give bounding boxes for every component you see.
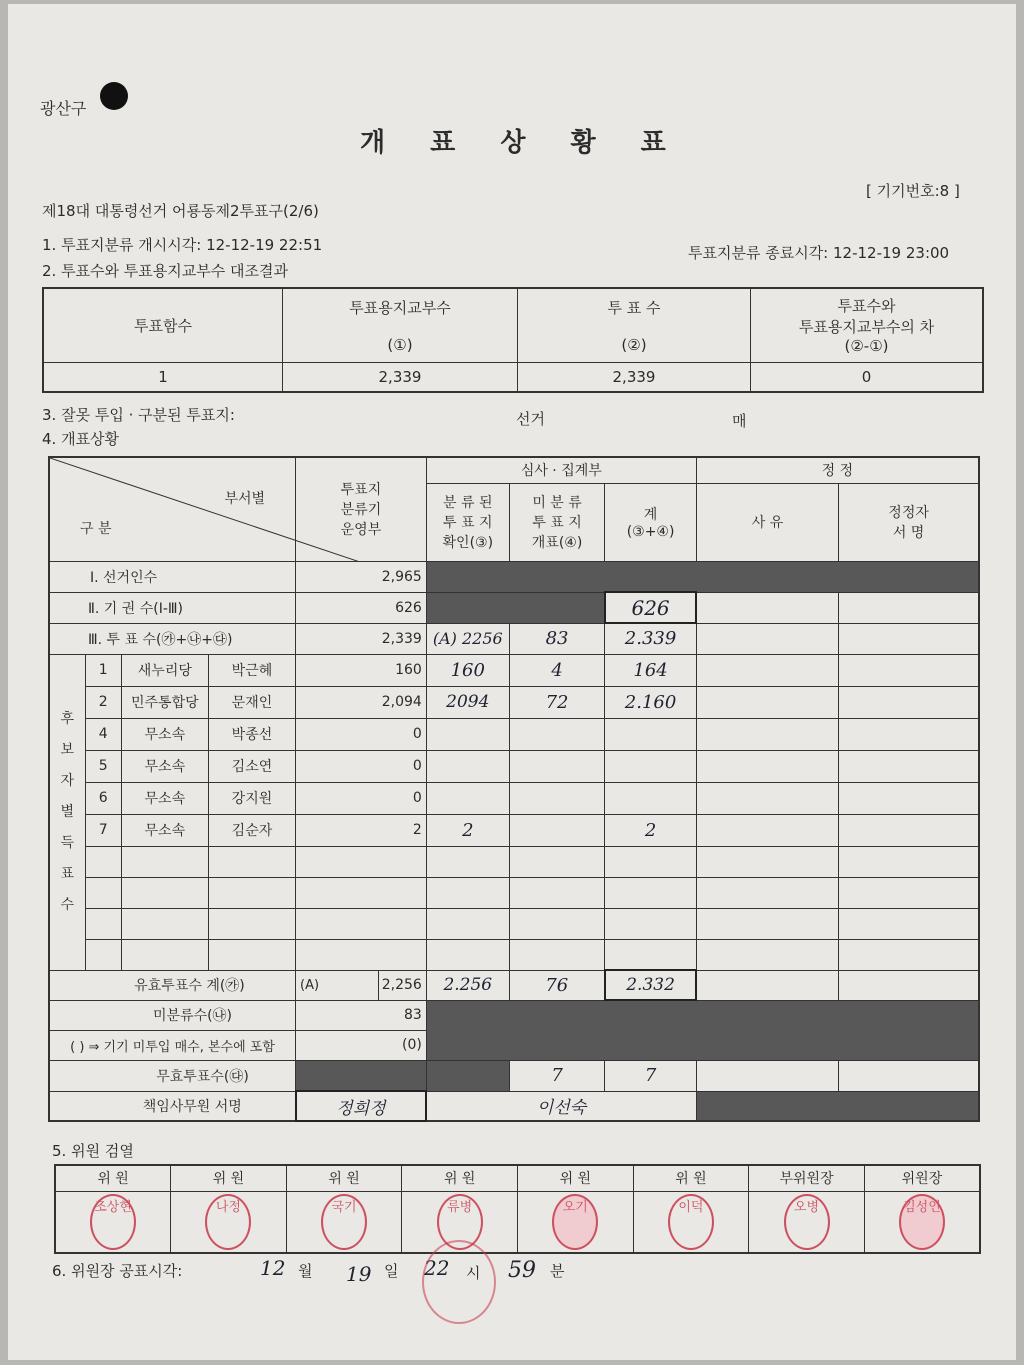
candidate-votes: 2 — [296, 814, 427, 846]
val-unclassified: 83 — [296, 1000, 427, 1030]
day-unit: 일 — [384, 1262, 399, 1280]
counting-table — [48, 456, 980, 1122]
hand-unclassified: 72 — [509, 686, 605, 718]
candidate-no: 7 — [85, 814, 121, 846]
candidate-no: 2 — [85, 686, 121, 718]
committee-stamp-cell — [633, 1191, 749, 1253]
chair-seal-stamp — [422, 1240, 496, 1324]
hand-valid-unclassified: 76 — [509, 970, 605, 1000]
seal-stamp: 오기 — [552, 1194, 598, 1250]
committee-role: 위 원 — [633, 1165, 749, 1191]
val-abstention: 626 — [296, 592, 427, 623]
section2-title: 2. 투표수와 투표용지교부수 대조결과 — [42, 262, 288, 280]
seal-stamp: 김성인 — [899, 1194, 945, 1250]
tally-sheet — [8, 4, 1016, 1360]
candidate-votes: 2,094 — [296, 686, 427, 718]
col-issued: 투표용지교부수 (①) — [283, 288, 518, 362]
row-unclassified: 미분류수(㉯) — [49, 1000, 296, 1030]
val-ballot-boxes: 1 — [43, 362, 283, 392]
minute-unit: 분 — [550, 1262, 565, 1280]
hand-votes-sum: 2.339 — [605, 623, 696, 654]
header-sum: 계 (③+④) — [605, 483, 696, 561]
page-title: 개 표 상 황 표 — [360, 128, 684, 158]
section6-label: 6. 위원장 공표시각: — [52, 1262, 183, 1280]
valid-votes-prefix: (A) — [296, 970, 379, 1000]
header-review: 심사 · 집계부 — [426, 457, 696, 483]
committee-role: 위 원 — [518, 1165, 634, 1191]
section3-election: 선거 — [516, 410, 545, 428]
start-time: 1. 투표지분류 개시시각: 12-12-19 22:51 — [42, 236, 323, 254]
hand-classified: 2094 — [426, 686, 509, 718]
candidate-name: 김순자 — [208, 814, 295, 846]
candidate-name: 박근혜 — [208, 654, 295, 686]
committee-role: 위 원 — [402, 1165, 518, 1191]
candidate-votes: 0 — [296, 750, 427, 782]
col-votes: 투 표 수 (②) — [518, 288, 751, 362]
row-valid-votes: 유효투표수 계(㉮) — [49, 970, 296, 1000]
hour-unit: 시 — [466, 1264, 481, 1282]
header-unclassified: 미 분 류 투 표 지 개표(④) — [509, 483, 605, 561]
candidate-name: 강지원 — [208, 782, 295, 814]
committee-stamp-cell — [171, 1191, 287, 1253]
hand-invalid-unclassified: 7 — [509, 1060, 605, 1091]
seal-stamp: 국기 — [321, 1194, 367, 1250]
hand-classified: 160 — [426, 654, 509, 686]
candidate-no: 1 — [85, 654, 121, 686]
col-ballot-boxes: 투표함수 — [43, 288, 283, 362]
hand-sum: 2 — [605, 814, 696, 846]
end-time: 투표지분류 종료시각: 12-12-19 23:00 — [688, 244, 950, 262]
val-issued: 2,339 — [283, 362, 518, 392]
hand-valid-sum: 2.332 — [605, 970, 696, 1000]
seal-stamp: 나정 — [205, 1194, 251, 1250]
committee-role: 위 원 — [171, 1165, 287, 1191]
section3-label: 3. 잘못 투입 · 구분된 투표지: — [42, 406, 235, 424]
candidate-name: 박종선 — [208, 718, 295, 750]
hand-unclassified: 4 — [509, 654, 605, 686]
committee-stamp-cell — [55, 1191, 171, 1253]
candidate-no: 6 — [85, 782, 121, 814]
district-label: 광산구 — [40, 99, 87, 118]
committee-role: 위 원 — [55, 1165, 171, 1191]
row-voters: Ⅰ. 선거인수 — [49, 561, 296, 592]
punch-hole — [100, 82, 128, 110]
hand-abstention: 626 — [605, 592, 696, 623]
col-difference: 투표수와 투표용지교부수의 차 (②-①) — [751, 288, 984, 362]
candidate-party: 무소속 — [121, 782, 208, 814]
committee-table — [54, 1164, 981, 1254]
hand-sum: 164 — [605, 654, 696, 686]
candidate-name: 김소연 — [208, 750, 295, 782]
committee-role: 부위원장 — [749, 1165, 865, 1191]
seal-stamp: 류병 — [437, 1194, 483, 1250]
section5-title: 5. 위원 검열 — [52, 1142, 134, 1160]
val-valid-votes: 2,256 — [378, 970, 426, 1000]
section4-title: 4. 개표상황 — [42, 430, 120, 448]
hand-month: 12 — [260, 1256, 286, 1280]
diagonal-line — [50, 458, 360, 562]
candidate-votes: 0 — [296, 718, 427, 750]
candidate-no: 5 — [85, 750, 121, 782]
candidate-no: 4 — [85, 718, 121, 750]
committee-stamp-cell — [749, 1191, 865, 1253]
candidate-name: 문재인 — [208, 686, 295, 718]
row-officer-signature: 책임사무원 서명 — [49, 1091, 296, 1121]
header-classified: 분 류 된 투 표 지 확인(③) — [426, 483, 509, 561]
candidate-party: 무소속 — [121, 814, 208, 846]
hand-valid-classified: 2.256 — [426, 970, 509, 1000]
val-note: (0) — [296, 1030, 427, 1060]
row-invalid-votes: 무효투표수(㉰) — [49, 1060, 296, 1091]
committee-role: 위원장 — [864, 1165, 980, 1191]
reconciliation-table — [42, 287, 984, 393]
hand-day: 19 — [346, 1262, 372, 1286]
header-gubun — [49, 457, 296, 561]
candidate-party: 무소속 — [121, 718, 208, 750]
hand-minute: 59 — [508, 1258, 536, 1283]
hand-invalid-sum: 7 — [605, 1060, 696, 1091]
seal-stamp: 이덕 — [668, 1194, 714, 1250]
header-correction: 정 정 — [696, 457, 979, 483]
header-operator: 투표지 분류기 운영부 — [296, 457, 427, 561]
candidate-party: 새누리당 — [121, 654, 208, 686]
committee-stamp-cell — [518, 1191, 634, 1253]
candidate-party: 민주통합당 — [121, 686, 208, 718]
candidate-votes: 160 — [296, 654, 427, 686]
val-votes: 2,339 — [518, 362, 751, 392]
val-difference: 0 — [751, 362, 984, 392]
election-name: 제18대 대통령선거 어룡동제2투표구(2/6) — [42, 202, 319, 220]
officer-signature-1: 정희정 — [296, 1091, 427, 1121]
header-dept: 부서별 — [224, 491, 266, 507]
candidate-party: 무소속 — [121, 750, 208, 782]
val-voters: 2,965 — [296, 561, 427, 592]
hand-votes-unclassified: 83 — [509, 623, 605, 654]
hand-classified: 2 — [426, 814, 509, 846]
hand-votes-classified: (A) 2256 — [426, 623, 509, 654]
committee-role: 위 원 — [286, 1165, 402, 1191]
seal-stamp: 오병 — [784, 1194, 830, 1250]
val-total-votes: 2,339 — [296, 623, 427, 654]
machine-number: [ 기기번호:8 ] — [866, 182, 960, 200]
candidate-votes: 0 — [296, 782, 427, 814]
row-abstention: Ⅱ. 기 권 수(Ⅰ-Ⅲ) — [49, 592, 296, 623]
header-category: 구 분 — [80, 521, 112, 537]
row-note: ( ) ⇒ 기기 미투입 매수, 본수에 포함 — [49, 1030, 296, 1060]
section3-unit: 매 — [732, 412, 747, 430]
hand-hour: 22 — [424, 1256, 450, 1280]
committee-stamp-cell — [864, 1191, 980, 1253]
hand-sum: 2.160 — [605, 686, 696, 718]
committee-stamp-cell — [286, 1191, 402, 1253]
officer-signature-2: 이선숙 — [426, 1091, 696, 1121]
row-total-votes: Ⅲ. 투 표 수(㉮+㉯+㉰) — [49, 623, 296, 654]
candidate-vertical-label: 후 보 자 별 득 표 수 — [49, 654, 85, 970]
month-unit: 월 — [298, 1262, 313, 1280]
header-signer: 정정자 서 명 — [839, 483, 979, 561]
seal-stamp: 조상현 — [90, 1194, 136, 1250]
header-reason: 사 유 — [696, 483, 838, 561]
